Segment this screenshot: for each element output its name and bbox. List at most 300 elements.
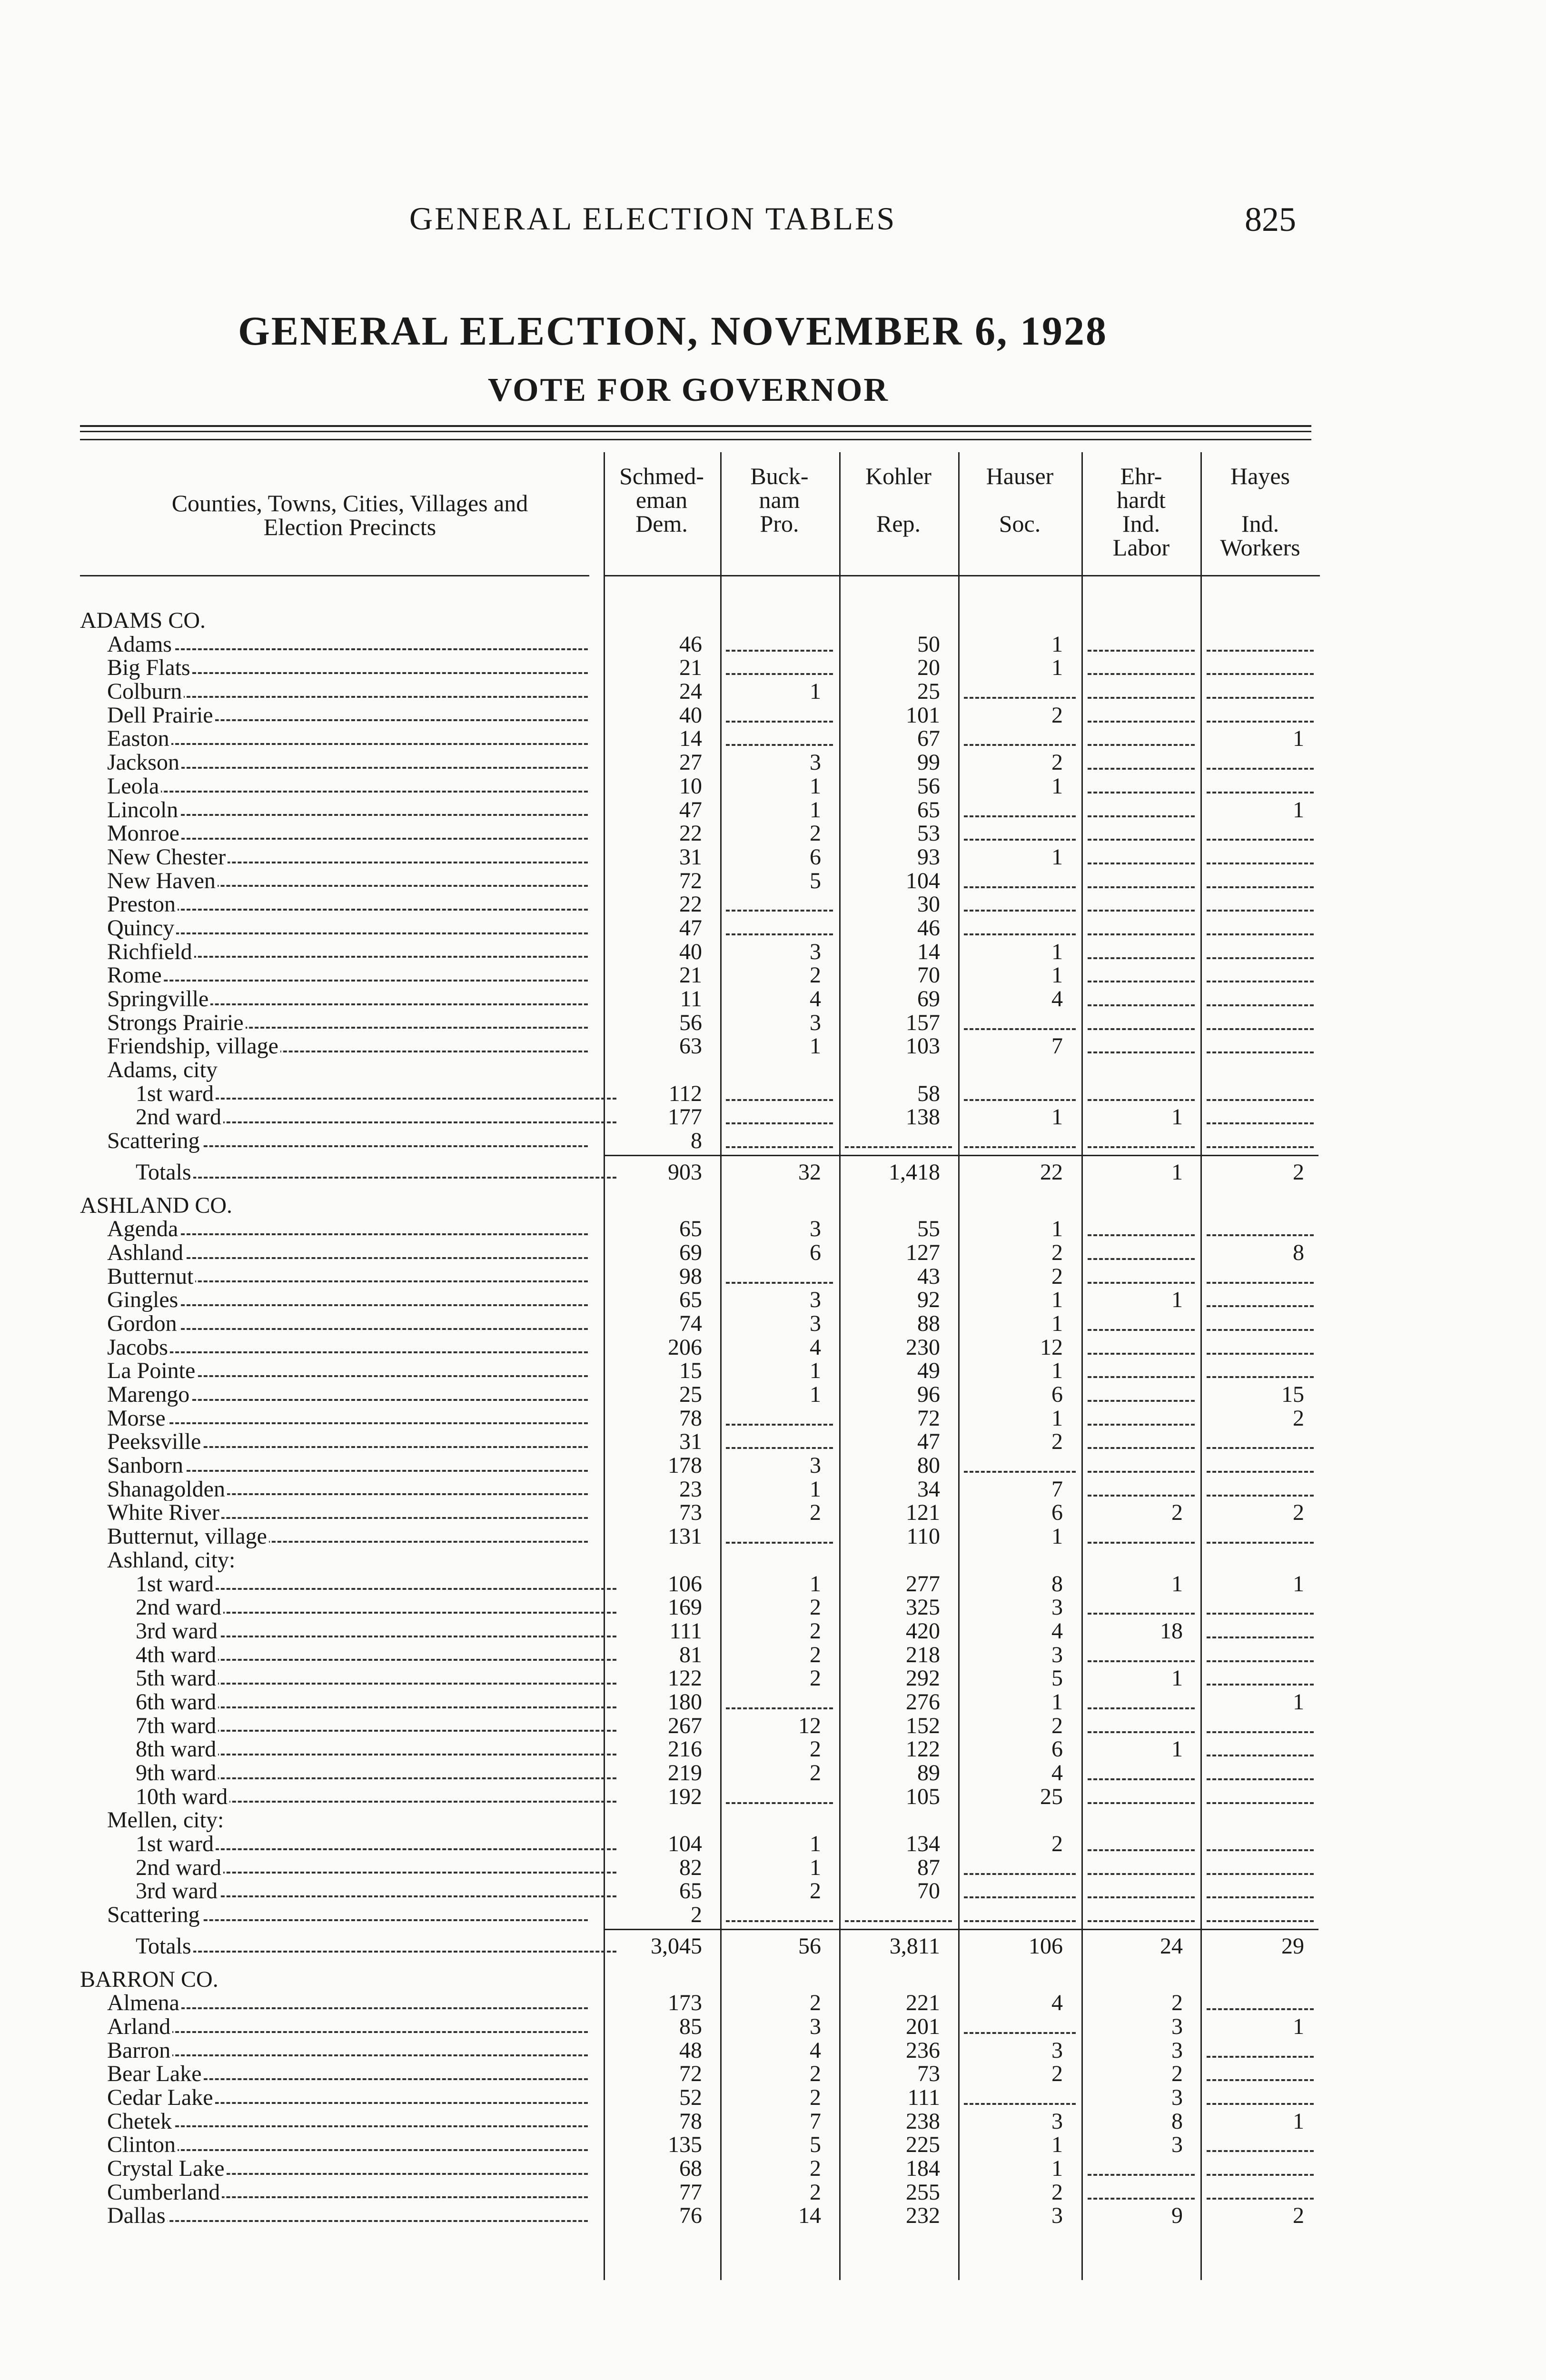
vote-cell-c2: 1 — [810, 1476, 821, 1502]
empty-cell-leader — [1088, 1731, 1195, 1733]
empty-cell-leader — [1207, 1447, 1314, 1449]
precinct-name — [136, 1105, 616, 1129]
vote-cell-c3: 58 — [917, 1081, 940, 1106]
empty-cell-leader — [964, 910, 1076, 912]
vote-cell-c4: 106 — [1029, 1933, 1063, 1959]
vote-cell-c1: 65 — [679, 1216, 702, 1242]
vote-cell-c1: 216 — [668, 1736, 702, 1762]
precinct-name — [136, 1737, 616, 1761]
empty-cell-leader — [1088, 1099, 1195, 1101]
row-label-text: Clinton — [107, 2133, 178, 2157]
table-row — [0, 963, 1546, 987]
empty-cell-leader — [1207, 957, 1314, 959]
precinct-name — [107, 1454, 588, 1478]
empty-cell-leader — [726, 1122, 833, 1124]
vote-cell-c1: 122 — [668, 1666, 702, 1691]
empty-cell-leader — [726, 1920, 833, 1922]
empty-cell-leader — [1207, 1660, 1314, 1662]
vote-cell-c1: 11 — [680, 986, 702, 1012]
empty-cell-leader — [1207, 981, 1314, 982]
vote-cell-c1: 27 — [679, 750, 702, 775]
row-label-text: Agenda — [107, 1217, 180, 1241]
empty-cell-leader — [1207, 1920, 1314, 1922]
top-rule-3 — [80, 439, 1311, 440]
table-row — [0, 1454, 1546, 1478]
vote-cell-c3: 1,418 — [889, 1159, 940, 1185]
empty-cell-leader — [1088, 1353, 1195, 1355]
row-label-text: Cedar Lake — [107, 2086, 215, 2110]
vote-cell-c2: 1 — [810, 1033, 821, 1059]
empty-cell-leader — [1088, 981, 1195, 982]
empty-cell-leader — [1207, 1028, 1314, 1030]
vote-cell-c3: 56 — [917, 773, 940, 799]
vote-cell-c4: 7 — [1051, 1033, 1063, 1059]
vote-cell-c4: 1 — [1051, 631, 1063, 657]
row-label-text: Chetek — [107, 2110, 174, 2133]
precinct-name — [107, 1011, 588, 1035]
empty-cell-leader — [1088, 721, 1195, 723]
vote-cell-c3: 72 — [917, 1405, 940, 1431]
table-row — [0, 2039, 1546, 2063]
vote-cell-c2: 2 — [810, 821, 821, 846]
empty-cell-leader — [1088, 863, 1195, 864]
vote-cell-c2: 12 — [798, 1713, 821, 1738]
vote-cell-c1: 15 — [679, 1358, 702, 1384]
vote-cell-c5: 3 — [1171, 2084, 1183, 2110]
empty-cell-leader — [1207, 2056, 1314, 2058]
precinct-name — [107, 916, 588, 940]
empty-cell-leader — [964, 1873, 1076, 1875]
table-row — [0, 1991, 1546, 2015]
precinct-name — [107, 2181, 588, 2204]
row-label-text: Big Flats — [107, 656, 192, 680]
column-header-bucknam: Buck- nam Pro. — [750, 463, 809, 537]
vote-cell-c1: 25 — [679, 1382, 702, 1407]
vote-cell-c4: 3 — [1051, 2037, 1063, 2063]
empty-cell-leader — [1088, 1495, 1195, 1497]
vote-cell-c3: 110 — [906, 1524, 940, 1549]
empty-cell-leader — [1207, 1731, 1314, 1733]
table-row — [0, 1359, 1546, 1383]
precinct-name — [136, 1643, 616, 1667]
vote-cell-c2: 2 — [810, 962, 821, 988]
empty-cell-leader — [1088, 933, 1195, 935]
top-double-rule-2 — [80, 431, 1311, 432]
precinct-name — [107, 1525, 588, 1548]
row-label-text: Lincoln — [107, 798, 180, 822]
row-label-text: Scattering — [107, 1129, 202, 1153]
vote-cell-c3: 92 — [917, 1287, 940, 1313]
empty-cell-leader — [1207, 1613, 1314, 1615]
vote-cell-c6: 2 — [1293, 2203, 1304, 2229]
vote-cell-c3: 69 — [917, 986, 940, 1012]
precinct-name — [107, 822, 588, 845]
column-header-hauser: Hauser Soc. — [986, 463, 1054, 537]
vote-cell-c4: 22 — [1040, 1159, 1063, 1185]
vote-cell-c2: 3 — [810, 1216, 821, 1242]
row-label-text: Sanborn — [107, 1454, 185, 1478]
row-label-text: Richfield — [107, 940, 194, 964]
empty-cell-leader — [1207, 2103, 1314, 2105]
vote-cell-c2: 2 — [810, 1990, 821, 2016]
empty-cell-leader — [1088, 1873, 1195, 1875]
vote-cell-c3: 70 — [917, 1878, 940, 1904]
empty-cell-leader — [1088, 1234, 1195, 1236]
empty-cell-leader — [726, 1099, 833, 1101]
precinct-name — [136, 1856, 616, 1880]
empty-cell-leader — [1088, 839, 1195, 841]
empty-cell-leader — [1088, 744, 1195, 746]
vote-cell-c2: 1 — [810, 1382, 821, 1407]
empty-cell-leader — [1207, 1329, 1314, 1331]
vote-cell-c3: 420 — [906, 1618, 940, 1644]
vote-cell-c5: 3 — [1171, 2013, 1183, 2039]
running-head: GENERAL ELECTION TABLES — [409, 200, 897, 237]
empty-cell-leader — [1088, 650, 1195, 652]
precinct-name — [136, 1879, 616, 1903]
vote-cell-c3: 96 — [917, 1382, 940, 1407]
vote-cell-c1: 40 — [679, 939, 702, 964]
row-label-text: 2nd ward — [136, 1856, 223, 1880]
vote-cell-c3: 43 — [917, 1263, 940, 1289]
row-label-text: Mellen, city: — [107, 1808, 226, 1832]
row-label-text: 7th ward — [136, 1714, 218, 1738]
county-name — [80, 1968, 561, 1992]
county-header-row — [0, 1968, 1546, 1992]
vote-cell-c5: 1 — [1171, 1159, 1183, 1185]
table-row — [0, 1501, 1546, 1525]
row-label-text: Jacobs — [107, 1336, 170, 1359]
vote-cell-c3: 73 — [917, 2061, 940, 2087]
empty-cell-leader — [1207, 2150, 1314, 2152]
vote-cell-c2: 2 — [810, 2084, 821, 2110]
empty-cell-leader — [1207, 1353, 1314, 1355]
empty-cell-leader — [964, 1028, 1076, 1030]
table-row — [0, 1761, 1546, 1785]
vote-cell-c2: 1 — [810, 1571, 821, 1597]
empty-cell-leader — [964, 697, 1076, 699]
empty-cell-leader — [1207, 2198, 1314, 2200]
vote-cell-c4: 1 — [1051, 1216, 1063, 1242]
table-row — [0, 1105, 1546, 1129]
vote-cell-c4: 1 — [1051, 1310, 1063, 1336]
empty-cell-leader — [964, 1471, 1076, 1473]
table-row — [0, 1129, 1546, 1153]
vote-cell-c1: 46 — [679, 631, 702, 657]
row-label-text: Easton — [107, 727, 171, 751]
row-label-text: Barron — [107, 2039, 172, 2063]
row-label-text: Dallas — [107, 2204, 168, 2228]
vote-cell-c3: 30 — [917, 892, 940, 917]
group-label-row — [0, 1548, 1546, 1572]
table-row — [0, 1690, 1546, 1714]
vote-cell-c1: 31 — [679, 844, 702, 870]
row-label-text: Adams, city — [107, 1058, 219, 1082]
table-row — [0, 633, 1546, 656]
vote-cell-c2: 2 — [810, 1595, 821, 1620]
vote-cell-c2: 3 — [810, 1453, 821, 1478]
vote-cell-c4: 1 — [1051, 1405, 1063, 1431]
row-label-text: Springville — [107, 987, 210, 1011]
table-row — [0, 1572, 1546, 1596]
empty-cell-leader — [1088, 910, 1195, 912]
table-row — [0, 2110, 1546, 2133]
vote-cell-c5: 1 — [1171, 1666, 1183, 1691]
table-row — [0, 845, 1546, 869]
empty-cell-leader — [1207, 1802, 1314, 1804]
vote-cell-c3: 20 — [917, 655, 940, 681]
table-row — [0, 1241, 1546, 1265]
table-row — [0, 2015, 1546, 2039]
empty-cell-leader — [1207, 673, 1314, 675]
vote-cell-c5: 2 — [1171, 1500, 1183, 1526]
vote-cell-c2: 1 — [810, 797, 821, 823]
row-label-text: White River — [107, 1501, 221, 1525]
empty-cell-leader — [1088, 792, 1195, 793]
vote-cell-c5: 18 — [1160, 1618, 1183, 1644]
vote-cell-c2: 2 — [810, 2156, 821, 2181]
empty-cell-leader — [964, 815, 1076, 817]
empty-cell-leader — [964, 933, 1076, 935]
vote-cell-c1: 177 — [668, 1104, 702, 1130]
table-row — [0, 704, 1546, 727]
vote-cell-c1: 23 — [679, 1476, 702, 1502]
vote-cell-c3: 34 — [917, 1476, 940, 1502]
vote-cell-c3: 87 — [917, 1854, 940, 1880]
empty-cell-leader — [1088, 1424, 1195, 1426]
vote-cell-c3: 104 — [906, 868, 940, 893]
vote-cell-c1: 106 — [668, 1571, 702, 1597]
vote-cell-c2: 4 — [810, 1334, 821, 1360]
empty-cell-leader — [1088, 1896, 1195, 1898]
page-title: GENERAL ELECTION, NOVEMBER 6, 1928 — [238, 308, 1108, 354]
precinct-name — [107, 1034, 588, 1058]
table-row — [0, 727, 1546, 751]
row-label-text: BARRON CO. — [80, 1968, 220, 1992]
vote-cell-c1: 131 — [668, 1524, 702, 1549]
empty-cell-leader — [1088, 768, 1195, 770]
row-label-text: Rome — [107, 963, 164, 987]
empty-cell-leader — [726, 1542, 833, 1544]
empty-cell-leader — [1207, 1234, 1314, 1236]
precinct-name — [136, 1690, 616, 1714]
empty-cell-leader — [964, 744, 1076, 746]
vote-cell-c1: 73 — [679, 1500, 702, 1526]
vote-cell-c1: 82 — [679, 1854, 702, 1880]
vote-cell-c3: 3,811 — [889, 1933, 940, 1959]
vote-cell-c1: 74 — [679, 1310, 702, 1336]
vote-cell-c2: 6 — [810, 844, 821, 870]
precinct-name — [107, 1336, 588, 1359]
empty-cell-leader — [1088, 1376, 1195, 1378]
precinct-name — [107, 656, 588, 680]
vote-cell-c3: 65 — [917, 797, 940, 823]
group-label-row — [0, 1058, 1546, 1082]
empty-cell-leader — [1088, 815, 1195, 817]
vote-cell-c3: 55 — [917, 1216, 940, 1242]
vote-cell-c3: 277 — [906, 1571, 940, 1597]
vote-cell-c3: 50 — [917, 631, 940, 657]
empty-cell-leader — [726, 1146, 833, 1148]
row-label-text: Dell Prairie — [107, 704, 215, 727]
empty-cell-leader — [1207, 1896, 1314, 1898]
vote-cell-c3: 221 — [906, 1990, 940, 2016]
vote-cell-c3: 225 — [906, 2132, 940, 2158]
table-row — [0, 751, 1546, 774]
vote-cell-c1: 31 — [679, 1429, 702, 1455]
vote-cell-c2: 2 — [810, 1878, 821, 1904]
row-label-text: Totals — [136, 1934, 193, 1958]
precinct-name — [107, 2039, 588, 2063]
vote-cell-c5: 1 — [1171, 1287, 1183, 1313]
row-label-text: Almena — [107, 1991, 181, 2015]
vote-cell-c1: 8 — [691, 1128, 702, 1154]
precinct-name — [107, 1407, 588, 1430]
vote-cell-c5: 1 — [1171, 1571, 1183, 1597]
empty-cell-leader — [1207, 1471, 1314, 1473]
empty-cell-leader — [1088, 1920, 1195, 1922]
vote-cell-c4: 4 — [1051, 1990, 1063, 2016]
vote-cell-c4: 3 — [1051, 1642, 1063, 1667]
table-row — [0, 2181, 1546, 2204]
totals-row — [0, 1934, 1546, 1958]
empty-cell-leader — [1088, 1802, 1195, 1804]
row-label-text: 1st ward — [136, 1082, 216, 1106]
empty-cell-leader — [1088, 1849, 1195, 1851]
empty-cell-leader — [1207, 2174, 1314, 2176]
precinct-name — [107, 680, 588, 704]
vote-cell-c2: 3 — [810, 1287, 821, 1313]
vote-cell-c3: 101 — [906, 702, 940, 728]
row-label-text: 1st ward — [136, 1832, 216, 1856]
vote-cell-c4: 6 — [1051, 1500, 1063, 1526]
table-row — [0, 1737, 1546, 1761]
table-row — [0, 1430, 1546, 1454]
vote-cell-c1: 63 — [679, 1033, 702, 1059]
precinct-name — [107, 727, 588, 751]
vote-cell-c1: 76 — [679, 2203, 702, 2229]
row-label-text: 3rd ward — [136, 1619, 219, 1643]
vote-cell-c3: 238 — [906, 2108, 940, 2134]
vote-cell-c2: 7 — [810, 2108, 821, 2134]
vote-cell-c6: 2 — [1293, 1405, 1304, 1431]
vote-cell-c1: 2 — [691, 1902, 702, 1928]
vote-cell-c3: 325 — [906, 1595, 940, 1620]
vote-cell-c3: 25 — [917, 679, 940, 704]
vote-cell-c3: 184 — [906, 2156, 940, 2181]
table-row — [0, 1525, 1546, 1548]
row-label-text: 6th ward — [136, 1690, 218, 1714]
totals-label — [136, 1934, 616, 1958]
precinct-name — [136, 1619, 616, 1643]
vote-cell-c4: 3 — [1051, 1595, 1063, 1620]
vote-cell-c2: 1 — [810, 773, 821, 799]
vote-cell-c4: 4 — [1051, 1760, 1063, 1785]
vote-cell-c4: 1 — [1051, 962, 1063, 988]
description-column-header: Counties, Towns, Cities, Villages and Election Precincts — [171, 490, 528, 540]
precinct-name — [107, 633, 588, 656]
empty-cell-leader — [726, 933, 833, 935]
table-row — [0, 1666, 1546, 1690]
vote-cell-c5: 8 — [1171, 2108, 1183, 2134]
precinct-name — [107, 869, 588, 893]
vote-cell-c1: 180 — [668, 1689, 702, 1715]
empty-cell-leader — [1207, 1495, 1314, 1497]
row-label-text: Butternut, village — [107, 1525, 269, 1548]
empty-cell-leader — [1207, 1684, 1314, 1686]
vote-cell-c1: 21 — [679, 655, 702, 681]
column-header-ehrhardt: Ehr- hardt Ind. Labor — [1112, 463, 1170, 561]
vote-cell-c4: 12 — [1040, 1334, 1063, 1360]
table-row — [0, 798, 1546, 822]
row-label-text: La Pointe — [107, 1359, 197, 1383]
row-label-text: 2nd ward — [136, 1596, 223, 1619]
empty-cell-leader — [1207, 1004, 1314, 1006]
table-row — [0, 774, 1546, 798]
vote-cell-c3: 105 — [906, 1784, 940, 1809]
empty-cell-leader — [1207, 721, 1314, 723]
row-label-text: Strongs Prairie — [107, 1011, 246, 1035]
table-row — [0, 1034, 1546, 1058]
vote-cell-c2: 56 — [798, 1933, 821, 1959]
precinct-name — [136, 1082, 616, 1106]
vote-cell-c2: 1 — [810, 1854, 821, 1880]
precinct-name — [107, 1548, 588, 1572]
precinct-name — [136, 1832, 616, 1856]
vote-cell-c4: 3 — [1051, 2203, 1063, 2229]
empty-cell-leader — [1207, 1305, 1314, 1307]
vote-cell-c6: 1 — [1293, 1571, 1304, 1597]
empty-cell-leader — [845, 1146, 952, 1148]
top-double-rule-1 — [80, 425, 1311, 427]
empty-cell-leader — [1088, 1542, 1195, 1544]
vote-cell-c2: 2 — [810, 1618, 821, 1644]
empty-cell-leader — [1088, 2198, 1195, 2200]
table-subtitle: VOTE FOR GOVERNOR — [488, 372, 889, 408]
vote-cell-c3: 70 — [917, 962, 940, 988]
vote-cell-c4: 1 — [1051, 2156, 1063, 2181]
vote-cell-c6: 1 — [1293, 2013, 1304, 2039]
vote-cell-c3: 49 — [917, 1358, 940, 1384]
vote-cell-c1: 69 — [679, 1240, 702, 1265]
empty-cell-leader — [1207, 933, 1314, 935]
table-row — [0, 940, 1546, 964]
vote-cell-c1: 14 — [679, 726, 702, 752]
row-label-text: Gordon — [107, 1312, 179, 1336]
empty-cell-leader — [1088, 886, 1195, 888]
empty-cell-leader — [1088, 697, 1195, 699]
row-label-text: 2nd ward — [136, 1105, 223, 1129]
empty-cell-leader — [1207, 1376, 1314, 1378]
vote-cell-c2: 2 — [810, 2179, 821, 2205]
empty-cell-leader — [1207, 1755, 1314, 1756]
vote-cell-c4: 2 — [1051, 750, 1063, 775]
vote-cell-c1: 111 — [669, 1618, 702, 1644]
precinct-name — [107, 2062, 588, 2086]
vote-cell-c1: 40 — [679, 702, 702, 728]
vote-cell-c1: 72 — [679, 868, 702, 893]
empty-cell-leader — [1207, 1873, 1314, 1875]
row-label-text: Gingles — [107, 1288, 180, 1312]
vote-cell-c3: 67 — [917, 726, 940, 752]
vote-cell-c1: 22 — [679, 821, 702, 846]
vote-cell-c4: 2 — [1051, 1429, 1063, 1455]
empty-cell-leader — [726, 673, 833, 675]
table-row — [0, 892, 1546, 916]
vote-cell-c4: 2 — [1051, 1240, 1063, 1265]
table-row — [0, 1011, 1546, 1035]
vote-cell-c2: 3 — [810, 1010, 821, 1035]
